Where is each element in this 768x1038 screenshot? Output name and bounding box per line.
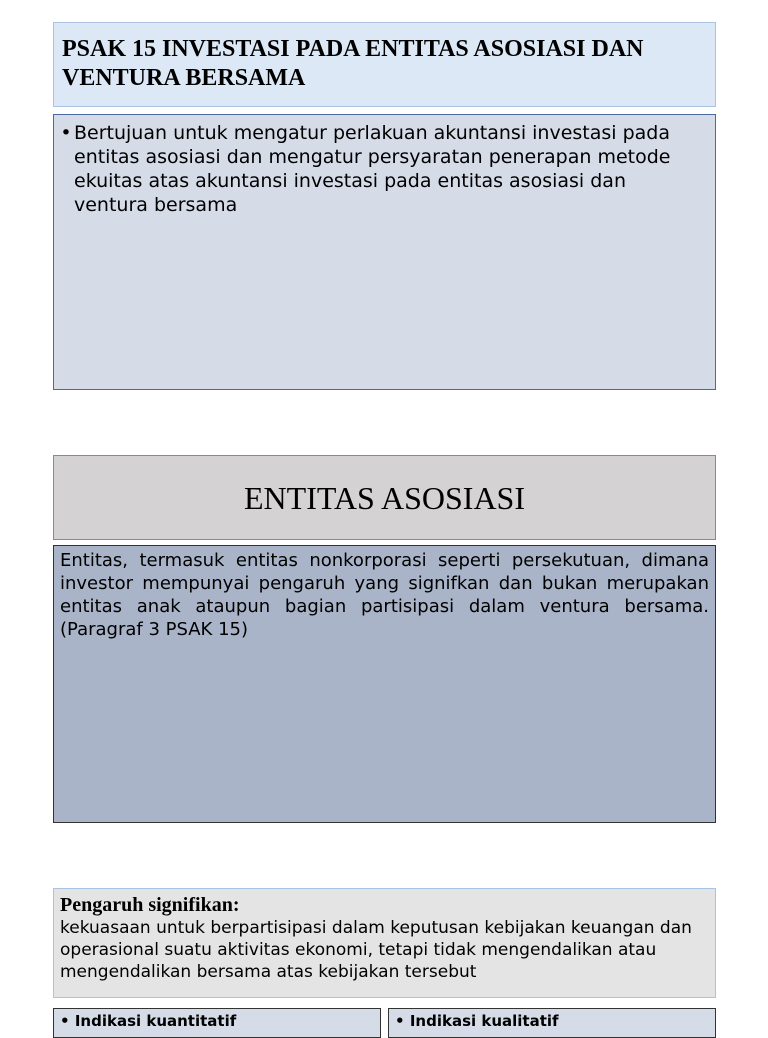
slide1-title: PSAK 15 INVESTASI PADA ENTITAS ASOSIASI DAN VENTURA BERSAMA bbox=[62, 36, 644, 91]
slide2-body-box bbox=[53, 545, 716, 823]
slide1-bullet-text: Bertujuan untuk mengatur perlakuan akuntansi investasi pada entitas asosiasi dan mengatur persyaratan penerapan metode ekuitas atas akuntansi investasi pada entitas asosiasi dan ventura bersama bbox=[74, 122, 671, 216]
bullet-icon: • bbox=[60, 1012, 70, 1030]
slide3-quantitative-box bbox=[53, 1008, 381, 1038]
slide3-definition-box bbox=[53, 888, 716, 998]
slide2-body-text: Entitas, termasuk entitas nonkorporasi seperti persekutuan, dimana investor mempunyai pengaruh yang signifkan dan bukan merupakan entitas anak ataupun bagian partisipasi dalam ventura bersama. (Paragraf 3 PSAK 15) bbox=[60, 550, 709, 640]
slide1-title-box bbox=[53, 22, 716, 107]
slide1-bullet-item bbox=[58, 121, 705, 217]
bullet-icon: • bbox=[60, 122, 72, 144]
slide3-heading: Pengaruh signifikan: bbox=[60, 894, 240, 916]
slide1-body-box bbox=[53, 114, 716, 390]
slide2-title-box bbox=[53, 455, 716, 540]
bullet-icon: • bbox=[395, 1012, 405, 1030]
slide3-body-text: kekuasaan untuk berpartisipasi dalam keputusan kebijakan keuangan dan operasional suatu aktivitas ekonomi, tetapi tidak mengendalikan atau mengendalikan bersama atas kebijakan tersebut bbox=[60, 918, 692, 982]
slide2-title: ENTITAS ASOSIASI bbox=[243, 479, 525, 516]
slide3-qualitative-box bbox=[388, 1008, 716, 1038]
slide3-qualitative-label: Indikasi kualitatif bbox=[409, 1012, 559, 1030]
slide3-quantitative-label: Indikasi kuantitatif bbox=[74, 1012, 237, 1030]
